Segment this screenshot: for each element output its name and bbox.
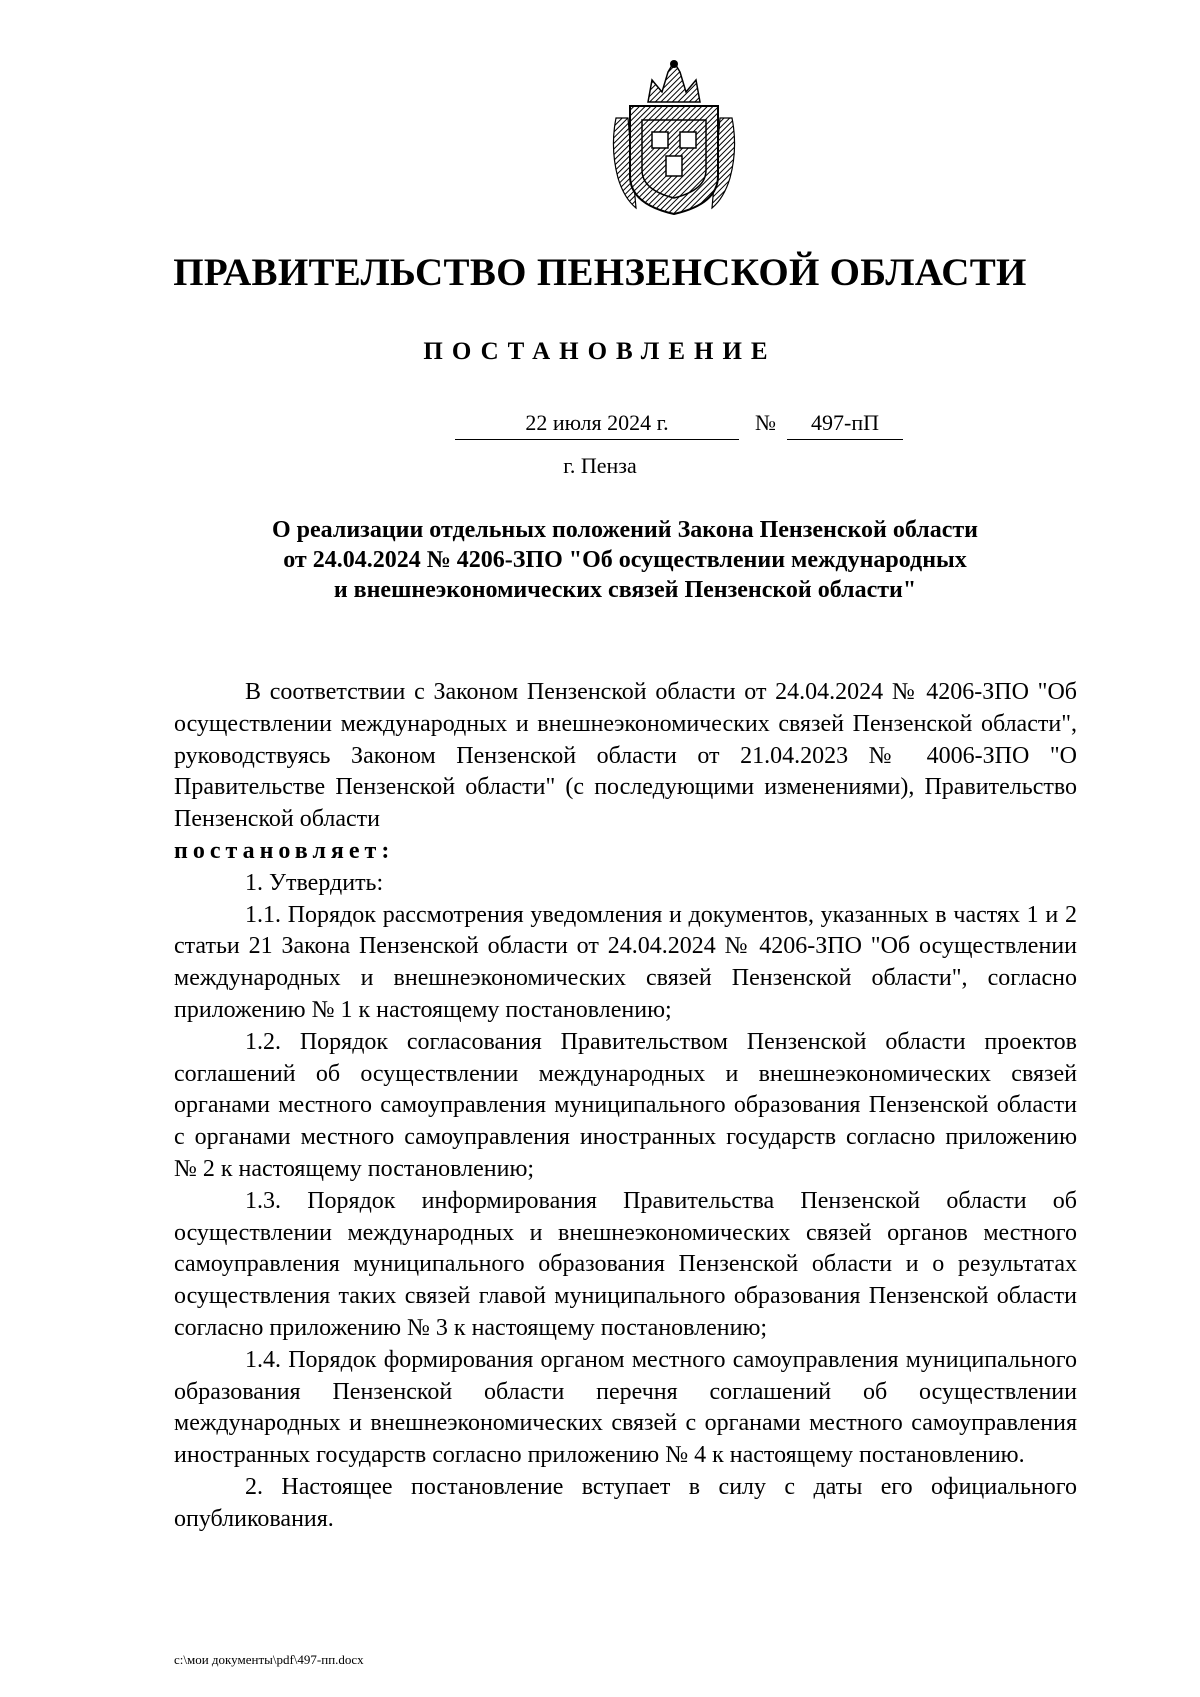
item-1-3: 1.3. Порядок информирования Правительства Пензенской области об осуществлении международных и внешнеэкономических связей органов местного самоуправления муниципального образования Пензенской области и о результатах осуществления таких связей главой муниципального образования Пензенской области согласно приложению № 3 к настоящему постановлению; — [174, 1187, 1077, 1341]
item-1: 1. Утвердить: — [245, 869, 384, 896]
coat-of-arms-emblem — [608, 58, 740, 216]
decree-paragraph — [174, 836, 1077, 868]
preamble-paragraph: В соответствии с Законом Пензенской области от 24.04.2024 № 4206-ЗПО "Об осуществлении международных и внешнеэкономических связей Пензенской области", руководствуясь Законом Пензенской области от 21.04.2023 № 4006-ЗПО "О Правительстве Пензенской области" (с последующими изменениями), Правительство Пензенской области — [174, 679, 1077, 833]
document-date: 22 июля 2024 г. — [455, 410, 739, 440]
subject-line: от 24.04.2024 № 4206-ЗПО "Об осуществлении международных — [283, 547, 967, 573]
document-kind: ПОСТАНОВЛЕНИЕ — [423, 338, 777, 365]
item-1-4: 1.4. Порядок формирования органом местного самоуправления муниципального образования Пензенской области перечня соглашений об осуществлении международных и внешнеэкономических связей с органами местного самоуправления иностранных государств согласно приложению № 4 к настоящему постановлению. — [174, 1346, 1077, 1469]
decree-word: постановляет: — [174, 837, 395, 864]
document-subject — [175, 515, 1075, 605]
subject-line: О реализации отдельных положений Закона Пензенской области — [272, 517, 978, 543]
date-number-line — [455, 410, 903, 442]
city: г. Пенза — [563, 453, 637, 478]
document-number: 497-пП — [787, 410, 903, 440]
subject-line: и внешнеэкономических связей Пензенской области" — [333, 577, 917, 603]
item-2: 2. Настоящее постановление вступает в силу с даты его официального опубликования. — [174, 1473, 1077, 1532]
government-title: ПРАВИТЕЛЬСТВО ПЕНЗЕНСКОЙ ОБЛАСТИ — [173, 251, 1027, 294]
item-1-1: 1.1. Порядок рассмотрения уведомления и документов, указанных в частях 1 и 2 статьи 21 Закона Пензенской области от 24.04.2024 № 4206-ЗПО "Об осуществлении международных и внешнеэкономических связей Пензенской области", согласно приложению № 1 к настоящему постановлению; — [174, 901, 1077, 1023]
number-sign: № — [755, 410, 776, 435]
file-path-footer: c:\мои документы\pdf\497-пп.docx — [174, 1652, 364, 1667]
document-body — [174, 677, 1077, 1536]
item-1-2: 1.2. Порядок согласования Правительством Пензенской области проектов соглашений об осуществлении международных и внешнеэкономических связей органами местного самоуправления муниципального образования Пензенской области с органами местного самоуправления иностранных государств согласно приложению № 2 к настоящему постановлению; — [174, 1028, 1077, 1182]
